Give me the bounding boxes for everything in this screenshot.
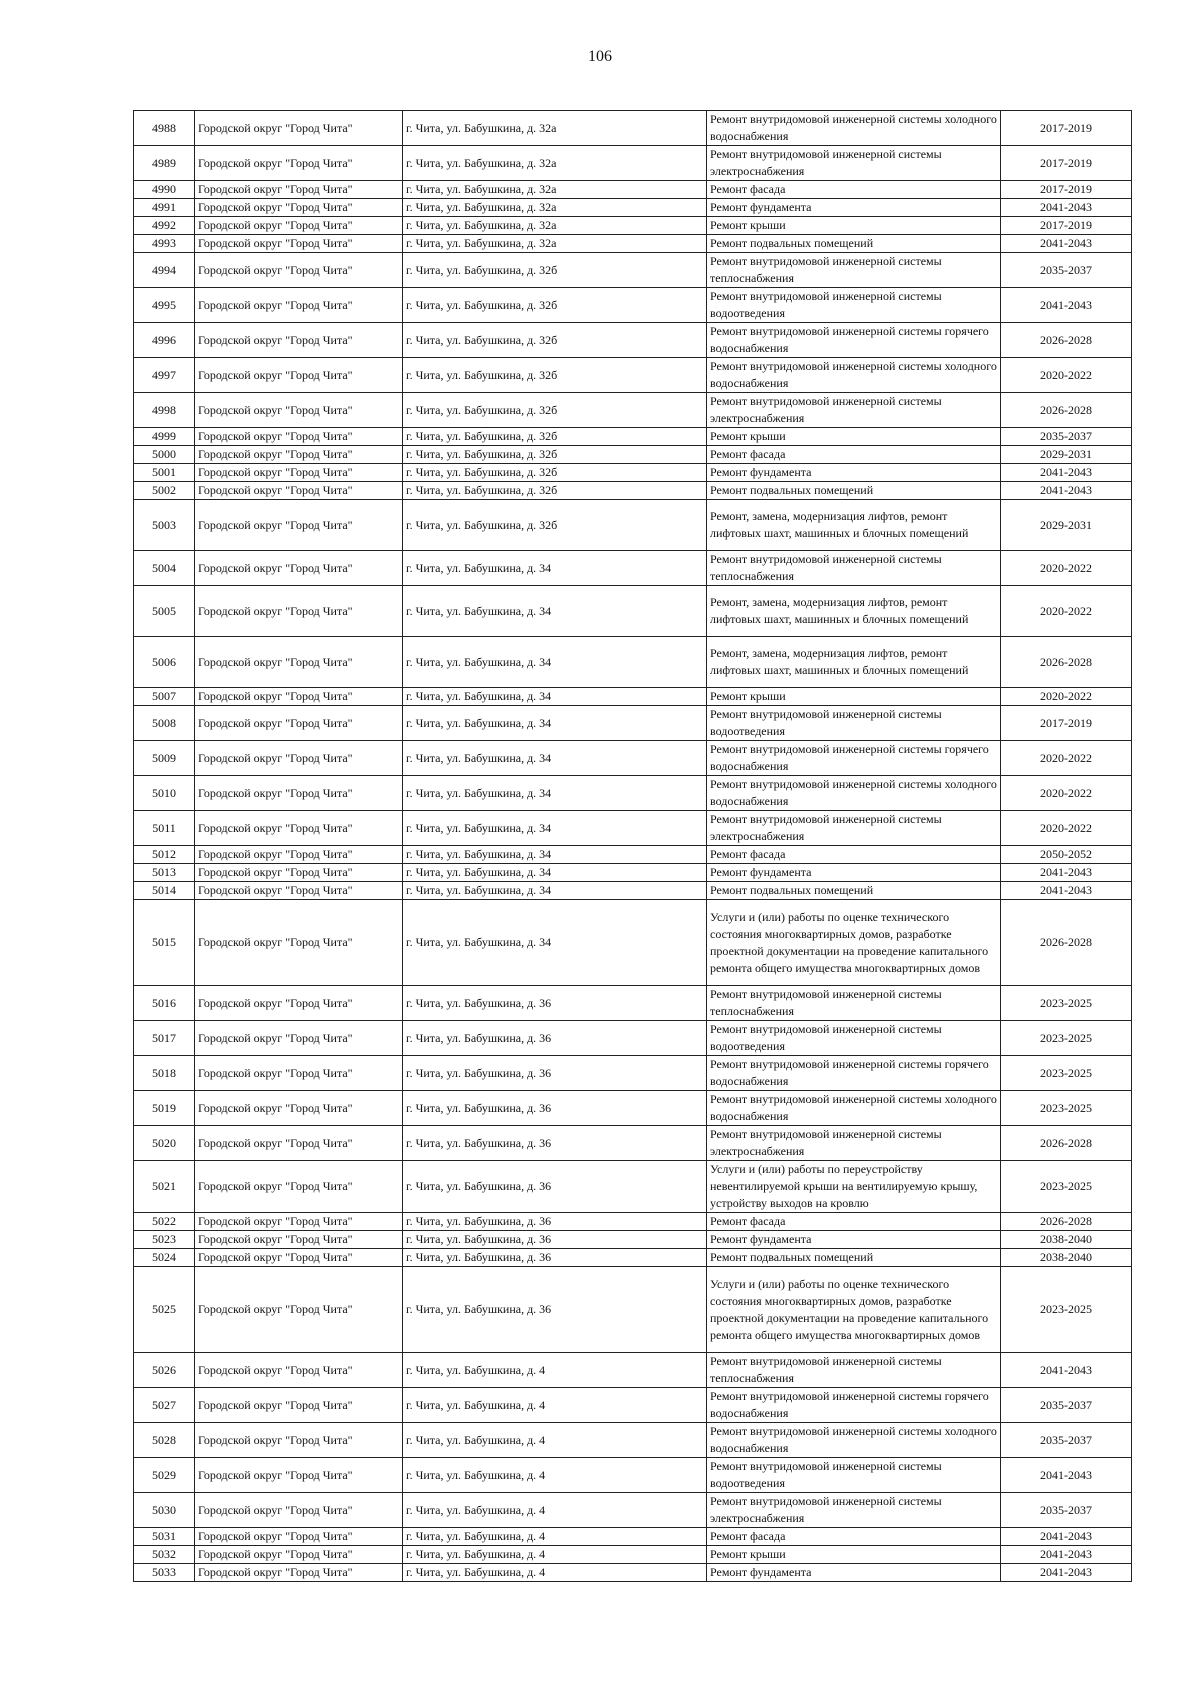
row-number-cell: 5022 (134, 1213, 195, 1231)
table-row (134, 1126, 1132, 1161)
municipality-cell: Городской округ "Город Чита" (195, 482, 403, 500)
period-cell: 2023-2025 (1001, 986, 1132, 1021)
table-row (134, 253, 1132, 288)
row-number-cell: 4991 (134, 199, 195, 217)
municipality-cell: Городской округ "Город Чита" (195, 446, 403, 464)
period-cell: 2038-2040 (1001, 1231, 1132, 1249)
row-number-cell: 5002 (134, 482, 195, 500)
address-cell: г. Чита, ул. Бабушкина, д. 34 (403, 741, 707, 776)
row-number-cell: 5005 (134, 586, 195, 637)
work-type-cell: Ремонт внутридомовой инженерной системы теплоснабжения (707, 253, 1001, 288)
address-cell: г. Чита, ул. Бабушкина, д. 32а (403, 199, 707, 217)
work-type-cell: Ремонт внутридомовой инженерной системы электроснабжения (707, 393, 1001, 428)
address-cell: г. Чита, ул. Бабушкина, д. 32б (403, 323, 707, 358)
row-number-cell: 5027 (134, 1388, 195, 1423)
table-row (134, 1249, 1132, 1267)
row-number-cell: 5006 (134, 637, 195, 688)
table-row (134, 1161, 1132, 1213)
period-cell: 2035-2037 (1001, 1423, 1132, 1458)
period-cell: 2023-2025 (1001, 1056, 1132, 1091)
row-number-cell: 5014 (134, 882, 195, 900)
period-cell: 2035-2037 (1001, 253, 1132, 288)
period-cell: 2023-2025 (1001, 1267, 1132, 1353)
work-type-cell: Ремонт внутридомовой инженерной системы электроснабжения (707, 1126, 1001, 1161)
municipality-cell: Городской округ "Город Чита" (195, 811, 403, 846)
row-number-cell: 4989 (134, 146, 195, 181)
page-number: 106 (588, 48, 612, 65)
address-cell: г. Чита, ул. Бабушкина, д. 32б (403, 446, 707, 464)
table-row (134, 199, 1132, 217)
table-row (134, 1231, 1132, 1249)
work-type-cell: Ремонт фасада (707, 1213, 1001, 1231)
row-number-cell: 5003 (134, 500, 195, 551)
address-cell: г. Чита, ул. Бабушкина, д. 32б (403, 464, 707, 482)
row-number-cell: 4996 (134, 323, 195, 358)
period-cell: 2041-2043 (1001, 1564, 1132, 1582)
address-cell: г. Чита, ул. Бабушкина, д. 4 (403, 1458, 707, 1493)
row-number-cell: 4993 (134, 235, 195, 253)
table-row (134, 882, 1132, 900)
work-type-cell: Ремонт внутридомовой инженерной системы водоотведения (707, 706, 1001, 741)
table-row (134, 776, 1132, 811)
period-cell: 2026-2028 (1001, 1126, 1132, 1161)
row-number-cell: 5020 (134, 1126, 195, 1161)
work-type-cell: Ремонт, замена, модернизация лифтов, ремонт лифтовых шахт, машинных и блочных помещений (707, 500, 1001, 551)
municipality-cell: Городской округ "Город Чита" (195, 1021, 403, 1056)
address-cell: г. Чита, ул. Бабушкина, д. 32б (403, 288, 707, 323)
period-cell: 2041-2043 (1001, 1458, 1132, 1493)
period-cell: 2041-2043 (1001, 199, 1132, 217)
work-type-cell: Ремонт внутридомовой инженерной системы теплоснабжения (707, 986, 1001, 1021)
table-row (134, 235, 1132, 253)
row-number-cell: 5031 (134, 1528, 195, 1546)
address-cell: г. Чита, ул. Бабушкина, д. 36 (403, 1056, 707, 1091)
row-number-cell: 5032 (134, 1546, 195, 1564)
work-type-cell: Ремонт внутридомовой инженерной системы горячего водоснабжения (707, 1388, 1001, 1423)
row-number-cell: 4990 (134, 181, 195, 199)
address-cell: г. Чита, ул. Бабушкина, д. 34 (403, 882, 707, 900)
municipality-cell: Городской округ "Город Чита" (195, 111, 403, 146)
row-number-cell: 5026 (134, 1353, 195, 1388)
municipality-cell: Городской округ "Город Чита" (195, 1458, 403, 1493)
table-row (134, 1213, 1132, 1231)
address-cell: г. Чита, ул. Бабушкина, д. 34 (403, 864, 707, 882)
municipality-cell: Городской округ "Город Чита" (195, 500, 403, 551)
table-row (134, 551, 1132, 586)
municipality-cell: Городской округ "Город Чита" (195, 199, 403, 217)
work-type-cell: Ремонт, замена, модернизация лифтов, ремонт лифтовых шахт, машинных и блочных помещений (707, 586, 1001, 637)
table-row (134, 446, 1132, 464)
address-cell: г. Чита, ул. Бабушкина, д. 36 (403, 1213, 707, 1231)
municipality-cell: Городской округ "Город Чита" (195, 1267, 403, 1353)
municipality-cell: Городской округ "Город Чита" (195, 235, 403, 253)
table-row (134, 1528, 1132, 1546)
table-row (134, 111, 1132, 146)
municipality-cell: Городской округ "Город Чита" (195, 900, 403, 986)
row-number-cell: 5033 (134, 1564, 195, 1582)
row-number-cell: 4998 (134, 393, 195, 428)
row-number-cell: 5004 (134, 551, 195, 586)
period-cell: 2020-2022 (1001, 741, 1132, 776)
municipality-cell: Городской округ "Город Чита" (195, 551, 403, 586)
table-row (134, 358, 1132, 393)
work-type-cell: Ремонт внутридомовой инженерной системы водоотведения (707, 288, 1001, 323)
table-row (134, 637, 1132, 688)
table-row (134, 1546, 1132, 1564)
municipality-cell: Городской округ "Город Чита" (195, 864, 403, 882)
municipality-cell: Городской округ "Город Чита" (195, 741, 403, 776)
table-row (134, 586, 1132, 637)
row-number-cell: 4997 (134, 358, 195, 393)
table-row (134, 323, 1132, 358)
work-type-cell: Услуги и (или) работы по переустройству невентилируемой крыши на вентилируемую крышу, устройству выходов на кровлю (707, 1161, 1001, 1213)
work-type-cell: Ремонт внутридомовой инженерной системы теплоснабжения (707, 551, 1001, 586)
work-type-cell: Ремонт подвальных помещений (707, 882, 1001, 900)
row-number-cell: 5007 (134, 688, 195, 706)
repair-schedule-table (133, 110, 1132, 1582)
work-type-cell: Ремонт фасада (707, 181, 1001, 199)
work-type-cell: Ремонт крыши (707, 1546, 1001, 1564)
period-cell: 2035-2037 (1001, 1493, 1132, 1528)
address-cell: г. Чита, ул. Бабушкина, д. 4 (403, 1493, 707, 1528)
period-cell: 2023-2025 (1001, 1161, 1132, 1213)
municipality-cell: Городской округ "Город Чита" (195, 1091, 403, 1126)
address-cell: г. Чита, ул. Бабушкина, д. 36 (403, 1267, 707, 1353)
table-row (134, 1267, 1132, 1353)
address-cell: г. Чита, ул. Бабушкина, д. 34 (403, 637, 707, 688)
address-cell: г. Чита, ул. Бабушкина, д. 36 (403, 1231, 707, 1249)
period-cell: 2020-2022 (1001, 586, 1132, 637)
table-row (134, 706, 1132, 741)
municipality-cell: Городской округ "Город Чита" (195, 1546, 403, 1564)
row-number-cell: 5016 (134, 986, 195, 1021)
municipality-cell: Городской округ "Город Чита" (195, 393, 403, 428)
work-type-cell: Услуги и (или) работы по оценке технического состояния многоквартирных домов, разработке проектной документации на проведение капитального ремонта общего имущества многоквартирных домов (707, 900, 1001, 986)
table-row (134, 288, 1132, 323)
table-row (134, 500, 1132, 551)
address-cell: г. Чита, ул. Бабушкина, д. 32б (403, 393, 707, 428)
row-number-cell: 5015 (134, 900, 195, 986)
work-type-cell: Ремонт фасада (707, 1528, 1001, 1546)
period-cell: 2041-2043 (1001, 235, 1132, 253)
period-cell: 2020-2022 (1001, 776, 1132, 811)
address-cell: г. Чита, ул. Бабушкина, д. 4 (403, 1423, 707, 1458)
row-number-cell: 4988 (134, 111, 195, 146)
period-cell: 2041-2043 (1001, 1528, 1132, 1546)
period-cell: 2017-2019 (1001, 181, 1132, 199)
address-cell: г. Чита, ул. Бабушкина, д. 32а (403, 181, 707, 199)
table-row (134, 1564, 1132, 1582)
address-cell: г. Чита, ул. Бабушкина, д. 4 (403, 1546, 707, 1564)
work-type-cell: Ремонт внутридомовой инженерной системы теплоснабжения (707, 1353, 1001, 1388)
address-cell: г. Чита, ул. Бабушкина, д. 32б (403, 358, 707, 393)
table-body (134, 111, 1132, 1582)
municipality-cell: Городской округ "Город Чита" (195, 1353, 403, 1388)
period-cell: 2020-2022 (1001, 688, 1132, 706)
period-cell: 2020-2022 (1001, 358, 1132, 393)
table-row (134, 428, 1132, 446)
row-number-cell: 5001 (134, 464, 195, 482)
municipality-cell: Городской округ "Город Чита" (195, 706, 403, 741)
address-cell: г. Чита, ул. Бабушкина, д. 36 (403, 1091, 707, 1126)
row-number-cell: 5013 (134, 864, 195, 882)
row-number-cell: 5021 (134, 1161, 195, 1213)
row-number-cell: 5000 (134, 446, 195, 464)
work-type-cell: Ремонт внутридомовой инженерной системы водоотведения (707, 1458, 1001, 1493)
table-row (134, 811, 1132, 846)
address-cell: г. Чита, ул. Бабушкина, д. 32б (403, 482, 707, 500)
table-row (134, 1056, 1132, 1091)
work-type-cell: Ремонт внутридомовой инженерной системы водоотведения (707, 1021, 1001, 1056)
period-cell: 2041-2043 (1001, 864, 1132, 882)
work-type-cell: Ремонт крыши (707, 688, 1001, 706)
municipality-cell: Городской округ "Город Чита" (195, 288, 403, 323)
row-number-cell: 5018 (134, 1056, 195, 1091)
period-cell: 2041-2043 (1001, 882, 1132, 900)
table-row (134, 393, 1132, 428)
period-cell: 2041-2043 (1001, 288, 1132, 323)
municipality-cell: Городской округ "Город Чита" (195, 1213, 403, 1231)
table-row (134, 864, 1132, 882)
table-row (134, 1423, 1132, 1458)
period-cell: 2020-2022 (1001, 811, 1132, 846)
municipality-cell: Городской округ "Город Чита" (195, 586, 403, 637)
municipality-cell: Городской округ "Город Чита" (195, 882, 403, 900)
period-cell: 2038-2040 (1001, 1249, 1132, 1267)
work-type-cell: Ремонт крыши (707, 428, 1001, 446)
table-row (134, 146, 1132, 181)
table-row (134, 217, 1132, 235)
work-type-cell: Ремонт внутридомовой инженерной системы электроснабжения (707, 146, 1001, 181)
work-type-cell: Ремонт внутридомовой инженерной системы электроснабжения (707, 811, 1001, 846)
address-cell: г. Чита, ул. Бабушкина, д. 4 (403, 1353, 707, 1388)
work-type-cell: Ремонт внутридомовой инженерной системы холодного водоснабжения (707, 1423, 1001, 1458)
row-number-cell: 5009 (134, 741, 195, 776)
period-cell: 2026-2028 (1001, 323, 1132, 358)
work-type-cell: Ремонт внутридомовой инженерной системы горячего водоснабжения (707, 323, 1001, 358)
work-type-cell: Ремонт фундамента (707, 864, 1001, 882)
period-cell: 2041-2043 (1001, 482, 1132, 500)
work-type-cell: Услуги и (или) работы по оценке технического состояния многоквартирных домов, разработке проектной документации на проведение капитального ремонта общего имущества многоквартирных домов (707, 1267, 1001, 1353)
work-type-cell: Ремонт фасада (707, 446, 1001, 464)
row-number-cell: 5019 (134, 1091, 195, 1126)
period-cell: 2029-2031 (1001, 446, 1132, 464)
work-type-cell: Ремонт внутридомовой инженерной системы холодного водоснабжения (707, 1091, 1001, 1126)
address-cell: г. Чита, ул. Бабушкина, д. 34 (403, 706, 707, 741)
address-cell: г. Чита, ул. Бабушкина, д. 32б (403, 253, 707, 288)
table-row (134, 900, 1132, 986)
work-type-cell: Ремонт внутридомовой инженерной системы холодного водоснабжения (707, 358, 1001, 393)
work-type-cell: Ремонт внутридомовой инженерной системы горячего водоснабжения (707, 741, 1001, 776)
address-cell: г. Чита, ул. Бабушкина, д. 32а (403, 235, 707, 253)
period-cell: 2026-2028 (1001, 1213, 1132, 1231)
period-cell: 2026-2028 (1001, 393, 1132, 428)
municipality-cell: Городской округ "Город Чита" (195, 464, 403, 482)
work-type-cell: Ремонт фундамента (707, 199, 1001, 217)
address-cell: г. Чита, ул. Бабушкина, д. 34 (403, 846, 707, 864)
municipality-cell: Городской округ "Город Чита" (195, 323, 403, 358)
municipality-cell: Городской округ "Город Чита" (195, 776, 403, 811)
work-type-cell: Ремонт внутридомовой инженерной системы холодного водоснабжения (707, 111, 1001, 146)
address-cell: г. Чита, ул. Бабушкина, д. 32б (403, 500, 707, 551)
municipality-cell: Городской округ "Город Чита" (195, 1493, 403, 1528)
address-cell: г. Чита, ул. Бабушкина, д. 32б (403, 428, 707, 446)
table-row (134, 1091, 1132, 1126)
address-cell: г. Чита, ул. Бабушкина, д. 34 (403, 811, 707, 846)
period-cell: 2017-2019 (1001, 111, 1132, 146)
address-cell: г. Чита, ул. Бабушкина, д. 36 (403, 1249, 707, 1267)
municipality-cell: Городской округ "Город Чита" (195, 1056, 403, 1091)
municipality-cell: Городской округ "Город Чита" (195, 637, 403, 688)
period-cell: 2026-2028 (1001, 637, 1132, 688)
row-number-cell: 4994 (134, 253, 195, 288)
municipality-cell: Городской округ "Город Чита" (195, 358, 403, 393)
municipality-cell: Городской округ "Город Чита" (195, 217, 403, 235)
row-number-cell: 5011 (134, 811, 195, 846)
work-type-cell: Ремонт крыши (707, 217, 1001, 235)
address-cell: г. Чита, ул. Бабушкина, д. 34 (403, 776, 707, 811)
period-cell: 2035-2037 (1001, 1388, 1132, 1423)
address-cell: г. Чита, ул. Бабушкина, д. 36 (403, 1021, 707, 1056)
address-cell: г. Чита, ул. Бабушкина, д. 32а (403, 111, 707, 146)
work-type-cell: Ремонт фундамента (707, 464, 1001, 482)
work-type-cell: Ремонт фасада (707, 846, 1001, 864)
period-cell: 2041-2043 (1001, 1353, 1132, 1388)
row-number-cell: 5008 (134, 706, 195, 741)
row-number-cell: 5010 (134, 776, 195, 811)
row-number-cell: 5012 (134, 846, 195, 864)
municipality-cell: Городской округ "Город Чита" (195, 1528, 403, 1546)
row-number-cell: 5017 (134, 1021, 195, 1056)
period-cell: 2041-2043 (1001, 464, 1132, 482)
period-cell: 2023-2025 (1001, 1091, 1132, 1126)
municipality-cell: Городской округ "Город Чита" (195, 1564, 403, 1582)
municipality-cell: Городской округ "Город Чита" (195, 986, 403, 1021)
row-number-cell: 4999 (134, 428, 195, 446)
row-number-cell: 4995 (134, 288, 195, 323)
work-type-cell: Ремонт внутридомовой инженерной системы горячего водоснабжения (707, 1056, 1001, 1091)
address-cell: г. Чита, ул. Бабушкина, д. 34 (403, 688, 707, 706)
table-row (134, 1388, 1132, 1423)
work-type-cell: Ремонт, замена, модернизация лифтов, ремонт лифтовых шахт, машинных и блочных помещений (707, 637, 1001, 688)
row-number-cell: 5028 (134, 1423, 195, 1458)
municipality-cell: Городской округ "Город Чита" (195, 1161, 403, 1213)
table-row (134, 1493, 1132, 1528)
address-cell: г. Чита, ул. Бабушкина, д. 4 (403, 1528, 707, 1546)
address-cell: г. Чита, ул. Бабушкина, д. 32а (403, 217, 707, 235)
table-row (134, 688, 1132, 706)
work-type-cell: Ремонт фундамента (707, 1231, 1001, 1249)
work-type-cell: Ремонт внутридомовой инженерной системы холодного водоснабжения (707, 776, 1001, 811)
period-cell: 2041-2043 (1001, 1546, 1132, 1564)
municipality-cell: Городской округ "Город Чита" (195, 1249, 403, 1267)
municipality-cell: Городской округ "Город Чита" (195, 1423, 403, 1458)
address-cell: г. Чита, ул. Бабушкина, д. 4 (403, 1564, 707, 1582)
municipality-cell: Городской округ "Город Чита" (195, 1388, 403, 1423)
address-cell: г. Чита, ул. Бабушкина, д. 36 (403, 1161, 707, 1213)
municipality-cell: Городской округ "Город Чита" (195, 428, 403, 446)
table-row (134, 181, 1132, 199)
work-type-cell: Ремонт фундамента (707, 1564, 1001, 1582)
table-row (134, 1021, 1132, 1056)
table-row (134, 464, 1132, 482)
table-row (134, 1353, 1132, 1388)
period-cell: 2017-2019 (1001, 217, 1132, 235)
municipality-cell: Городской округ "Город Чита" (195, 846, 403, 864)
period-cell: 2020-2022 (1001, 551, 1132, 586)
table-row (134, 986, 1132, 1021)
period-cell: 2017-2019 (1001, 706, 1132, 741)
row-number-cell: 5030 (134, 1493, 195, 1528)
table-row (134, 1458, 1132, 1493)
period-cell: 2050-2052 (1001, 846, 1132, 864)
row-number-cell: 5024 (134, 1249, 195, 1267)
municipality-cell: Городской округ "Город Чита" (195, 1126, 403, 1161)
table-row (134, 846, 1132, 864)
municipality-cell: Городской округ "Город Чита" (195, 146, 403, 181)
address-cell: г. Чита, ул. Бабушкина, д. 36 (403, 986, 707, 1021)
period-cell: 2029-2031 (1001, 500, 1132, 551)
municipality-cell: Городской округ "Город Чита" (195, 181, 403, 199)
address-cell: г. Чита, ул. Бабушкина, д. 32а (403, 146, 707, 181)
row-number-cell: 5025 (134, 1267, 195, 1353)
address-cell: г. Чита, ул. Бабушкина, д. 34 (403, 586, 707, 637)
work-type-cell: Ремонт подвальных помещений (707, 482, 1001, 500)
period-cell: 2017-2019 (1001, 146, 1132, 181)
work-type-cell: Ремонт внутридомовой инженерной системы электроснабжения (707, 1493, 1001, 1528)
address-cell: г. Чита, ул. Бабушкина, д. 34 (403, 551, 707, 586)
work-type-cell: Ремонт подвальных помещений (707, 235, 1001, 253)
table-row (134, 741, 1132, 776)
address-cell: г. Чита, ул. Бабушкина, д. 34 (403, 900, 707, 986)
period-cell: 2026-2028 (1001, 900, 1132, 986)
table-row (134, 482, 1132, 500)
row-number-cell: 5029 (134, 1458, 195, 1493)
period-cell: 2023-2025 (1001, 1021, 1132, 1056)
municipality-cell: Городской округ "Город Чита" (195, 253, 403, 288)
work-type-cell: Ремонт подвальных помещений (707, 1249, 1001, 1267)
municipality-cell: Городской округ "Город Чита" (195, 688, 403, 706)
address-cell: г. Чита, ул. Бабушкина, д. 4 (403, 1388, 707, 1423)
period-cell: 2035-2037 (1001, 428, 1132, 446)
row-number-cell: 4992 (134, 217, 195, 235)
row-number-cell: 5023 (134, 1231, 195, 1249)
municipality-cell: Городской округ "Город Чита" (195, 1231, 403, 1249)
address-cell: г. Чита, ул. Бабушкина, д. 36 (403, 1126, 707, 1161)
